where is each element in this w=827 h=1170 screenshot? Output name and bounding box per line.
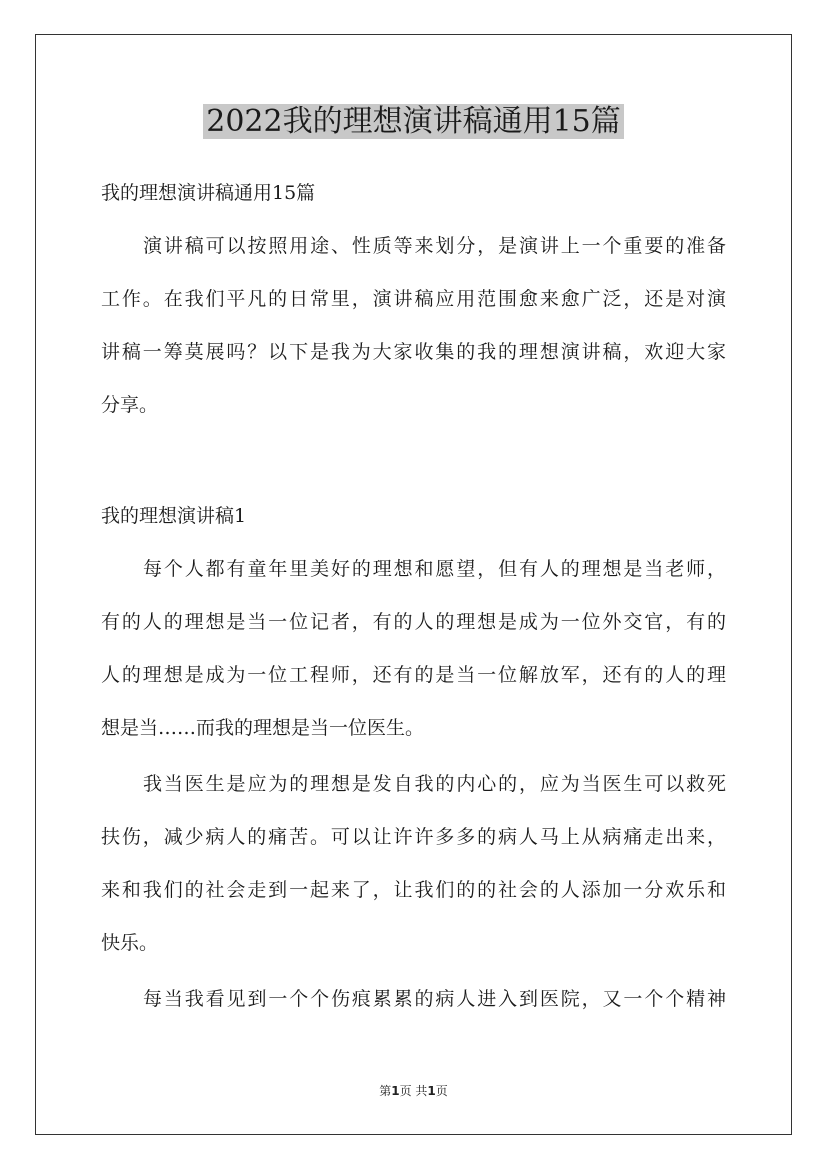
intro-paragraph bbox=[101, 223, 726, 435]
body-paragraph-2 bbox=[101, 761, 726, 973]
body-paragraph-1 bbox=[101, 546, 726, 758]
footer-page-prefix: 第 bbox=[379, 1084, 392, 1098]
footer-page-total: 1 bbox=[427, 1084, 436, 1098]
paragraph-line: 分享。 bbox=[101, 394, 159, 416]
page-footer bbox=[0, 1082, 827, 1099]
paragraph-line: 每当我看见到一个个伤痕累累的病人进入到医院，又一个个精神 bbox=[143, 988, 726, 1010]
paragraph-line: 人的理想是成为一位工程师，还有的是当一位解放军，还有的人的理 bbox=[101, 664, 726, 686]
paragraph-line: 我当医生是应为的理想是发自我的内心的，应为当医生可以救死 bbox=[143, 773, 726, 795]
paragraph-line: 工作。在我们平凡的日常里，演讲稿应用范围愈来愈广泛，还是对演 bbox=[101, 288, 726, 310]
document-title bbox=[0, 100, 827, 144]
footer-page-mid: 页 共 bbox=[399, 1084, 428, 1098]
paragraph-line: 来和我们的社会走到一起来了，让我们的的社会的人添加一分欢乐和 bbox=[101, 879, 726, 901]
document-title-text: 2022我的理想演讲稿通用15篇 bbox=[203, 104, 624, 139]
section-spacer bbox=[101, 435, 726, 493]
footer-page-suffix: 页 bbox=[435, 1084, 448, 1098]
footer-page-current: 1 bbox=[391, 1084, 400, 1098]
paragraph-line: 扶伤，减少病人的痛苦。可以让许许多多的病人马上从病痛走出来， bbox=[101, 826, 726, 848]
document-subtitle: 我的理想演讲稿通用15篇 bbox=[101, 182, 316, 204]
paragraph-line: 想是当……而我的理想是当一位医生。 bbox=[101, 717, 425, 739]
body-paragraph-3 bbox=[101, 976, 726, 1029]
paragraph-line: 有的人的理想是当一位记者，有的人的理想是成为一位外交官，有的 bbox=[101, 611, 726, 633]
document-body bbox=[101, 170, 726, 1029]
paragraph-line: 演讲稿可以按照用途、性质等来划分，是演讲上一个重要的准备 bbox=[143, 235, 726, 257]
paragraph-line: 每个人都有童年里美好的理想和愿望，但有人的理想是当老师， bbox=[143, 558, 726, 580]
paragraph-line: 快乐。 bbox=[101, 932, 159, 954]
section-heading: 我的理想演讲稿1 bbox=[101, 505, 247, 527]
paragraph-line: 讲稿一筹莫展吗？以下是我为大家收集的我的理想演讲稿，欢迎大家 bbox=[101, 341, 726, 363]
